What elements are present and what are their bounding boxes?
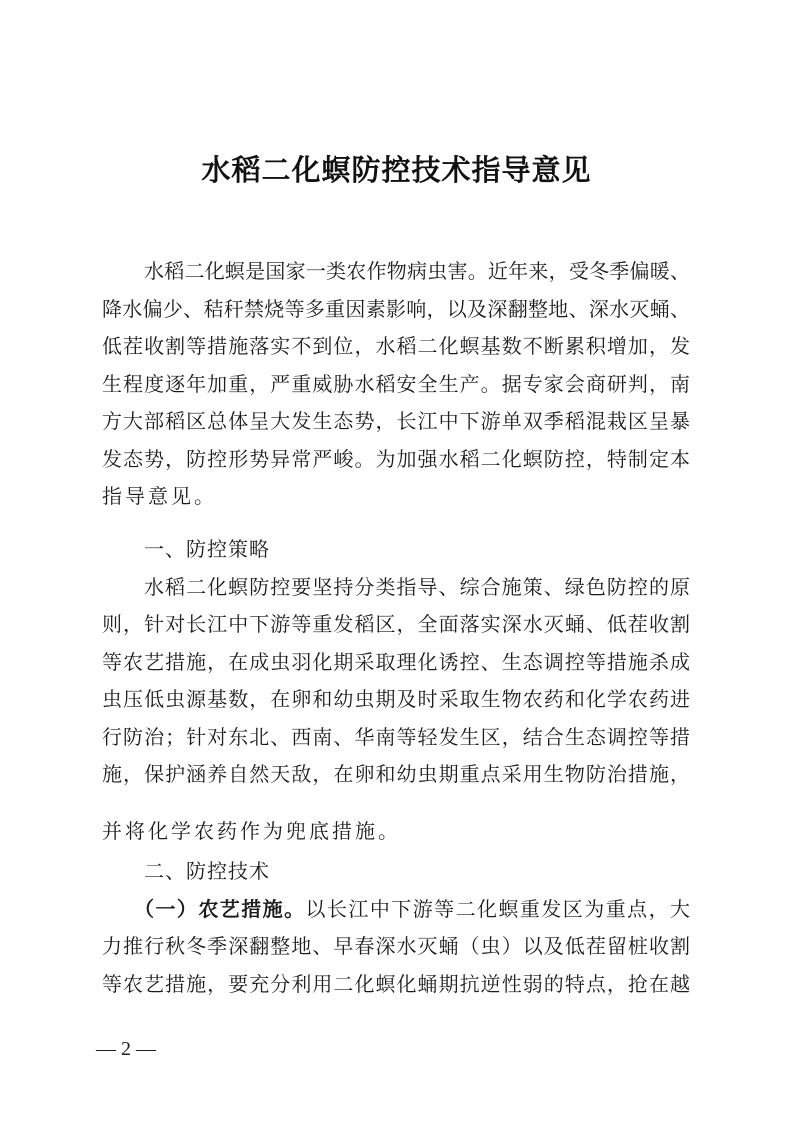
page-number: — 2 —	[96, 1038, 156, 1060]
section1-line: 虫压低虫源基数，在卵和幼虫期及时采取生物农药和化学农药进	[102, 687, 690, 711]
section1-line: 并将化学农药作为兜底措施。	[102, 819, 401, 843]
intro-line: 水稻二化螟是国家一类农作物病虫害。近年来，受冬季偏暖、	[144, 259, 690, 283]
intro-line: 生程度逐年加重，严重威胁水稻安全生产。据专家会商研判，南	[102, 372, 690, 396]
section-heading-strategy: 一、防控策略	[144, 537, 270, 561]
section1-line: 施，保护涵养自然天敌，在卵和幼虫期重点采用生物防治措施，	[102, 762, 690, 786]
subsection-agronomic-first-line	[134, 896, 690, 922]
subsection-line: 等农艺措施，要充分利用二化螟化蛹期抗逆性弱的特点，抢在越	[102, 972, 690, 996]
document-title: 水稻二化螟防控技术指导意见	[201, 153, 592, 187]
section1-line: 则，针对长江中下游等重发稻区，全面落实深水灭蛹、低茬收割	[102, 612, 690, 636]
intro-line: 降水偏少、秸秆禁烧等多重因素影响，以及深翻整地、深水灭蛹、	[102, 297, 690, 321]
section-heading-techniques: 二、防控技术	[144, 859, 270, 883]
section1-line: 行防治；针对东北、西南、华南等轻发生区，结合生态调控等措	[102, 725, 690, 749]
intro-line: 指导意见。	[102, 484, 217, 508]
intro-line: 方大部稻区总体呈大发生态势，长江中下游单双季稻混栽区呈暴	[102, 409, 690, 433]
intro-line: 发态势，防控形势异常严峻。为加强水稻二化螟防控，特制定本	[102, 447, 690, 471]
subsection-line: 力推行秋冬季深翻整地、早春深水灭蛹（虫）以及低茬留桩收割	[102, 934, 690, 958]
intro-line: 低茬收割等措施落实不到位，水稻二化螟基数不断累积增加，发	[102, 334, 690, 358]
section1-line: 等农艺措施，在成虫羽化期采取理化诱控、生态调控等措施杀成	[102, 650, 690, 674]
subsection-label: （一）农艺措施。	[134, 897, 306, 921]
subsection-text: 以长江中下游等二化螟重发区为重点，大	[305, 897, 691, 921]
section1-line: 水稻二化螟防控要坚持分类指导、综合施策、绿色防控的原	[144, 575, 690, 599]
